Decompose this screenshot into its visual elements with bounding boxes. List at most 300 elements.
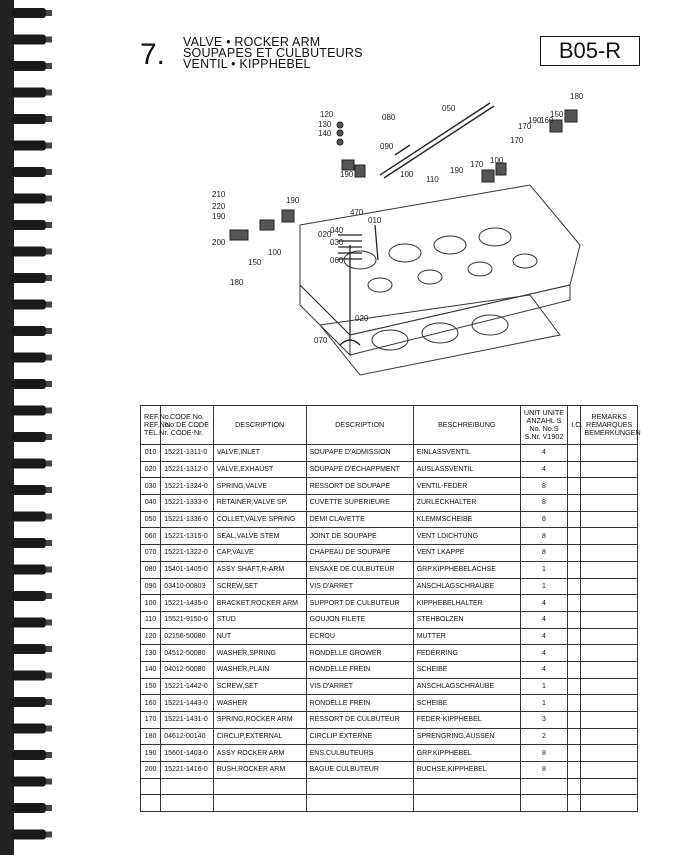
part-ic [568, 728, 581, 745]
binding-hole [46, 461, 52, 467]
binding-hole [46, 116, 52, 122]
empty-cell [141, 795, 161, 812]
part-quantity: 8 [520, 545, 567, 562]
exploded-parts-diagram [200, 85, 620, 395]
part-description-fr: ENS.CULBUTEURS [306, 745, 413, 762]
diagram-callout-label: 170 [510, 136, 524, 145]
part-ic [568, 461, 581, 478]
binding-hole [46, 196, 52, 202]
part-description-en: VALVE,INLET [213, 445, 306, 462]
binding-coil [12, 300, 46, 310]
part-description-en: BUSH,ROCKER ARM [213, 762, 306, 779]
binding-hole [46, 567, 52, 573]
binding-coil [12, 750, 46, 760]
part-ic [568, 661, 581, 678]
header-beschreibung: BESCHREIBUNG [413, 406, 520, 445]
part-ref: 120 [141, 628, 161, 645]
binding-coil [12, 379, 46, 389]
table-row [141, 545, 638, 562]
part-ic [568, 561, 581, 578]
table-header-row [141, 406, 638, 445]
part-description-en: WASHER,SPRING [213, 645, 306, 662]
part-description-de: KLEMMSCHEIBE [413, 511, 520, 528]
binding-coil [12, 220, 46, 230]
diagram-callout-label: 150 [248, 258, 262, 267]
part-ic [568, 595, 581, 612]
part-code: 04612-00140 [161, 728, 214, 745]
part-ref: 200 [141, 762, 161, 779]
part-description-en: BRACKET,ROCKER ARM [213, 595, 306, 612]
part-quantity: 3 [520, 712, 567, 729]
part-remarks [581, 728, 638, 745]
binding-coil [12, 830, 46, 840]
part-description-en: VALVE,EXHAUST [213, 461, 306, 478]
part-description-de: VENT LKAPPE [413, 545, 520, 562]
diagram-callout-label: 170 [518, 122, 532, 131]
binding-coil [12, 803, 46, 813]
part-quantity: 1 [520, 678, 567, 695]
binding-coil [12, 194, 46, 204]
part-code: 15221-1315-0 [161, 528, 214, 545]
part-description-en: ASSY SHAFT,R-ARM [213, 561, 306, 578]
binding-coil [12, 141, 46, 151]
part-code: 15221-1443-0 [161, 695, 214, 712]
part-remarks [581, 645, 638, 662]
part-quantity: 1 [520, 695, 567, 712]
table-row [141, 628, 638, 645]
part-code: 15221-1435-0 [161, 595, 214, 612]
part-description-en: SPRING,ROCKER ARM [213, 712, 306, 729]
binding-coil [12, 618, 46, 628]
binding-coil [12, 565, 46, 575]
table-row [141, 511, 638, 528]
part-description-de: SCHEIBE [413, 661, 520, 678]
table-row [141, 445, 638, 462]
part-code: 15401-1405-0 [161, 561, 214, 578]
part-description-en: SPRING,VALVE [213, 478, 306, 495]
diagram-callout-label: 040 [330, 226, 344, 235]
part-ref: 050 [141, 511, 161, 528]
part-ref: 060 [141, 528, 161, 545]
diagram-callout-label: 190 [450, 166, 464, 175]
part-description-en: RETAINER,VALVE SP. [213, 495, 306, 512]
binding-hole [46, 249, 52, 255]
binding-coil [12, 61, 46, 71]
empty-cell [581, 795, 638, 812]
part-description-fr: RONDELLE FREIN [306, 695, 413, 712]
diagram-callout-label: 100 [268, 248, 282, 257]
binding-hole [46, 10, 52, 16]
part-ic [568, 611, 581, 628]
table-row [141, 528, 638, 545]
part-remarks [581, 461, 638, 478]
part-quantity: 4 [520, 611, 567, 628]
part-remarks [581, 628, 638, 645]
diagram-callout-label: 050 [442, 104, 456, 113]
diagram-callout-label: 030 [330, 238, 344, 247]
binding-hole [46, 620, 52, 626]
binding-hole [46, 726, 52, 732]
part-description-en: CAP,VALVE [213, 545, 306, 562]
part-ic [568, 495, 581, 512]
header-description-fr: DESCRIPTION [306, 406, 413, 445]
page-number: 7. [140, 38, 166, 71]
part-description-en: STUD [213, 611, 306, 628]
binding-hole [46, 381, 52, 387]
table-row [141, 561, 638, 578]
part-code: 04012-50080 [161, 661, 214, 678]
part-code: 03410-00803 [161, 578, 214, 595]
table-row [141, 645, 638, 662]
table-row [141, 745, 638, 762]
part-description-de: VENT LDICHTUNG [413, 528, 520, 545]
diagram-callout-label: 150 [550, 110, 564, 119]
part-description-fr: CUVETTE SUPERIEURE [306, 495, 413, 512]
part-description-fr: RONDELLE FREIN [306, 661, 413, 678]
binding-hole [46, 805, 52, 811]
part-description-fr: JOINT DE SOUPAPE [306, 528, 413, 545]
binding-coil [12, 406, 46, 416]
binding-hole [46, 779, 52, 785]
part-ref: 040 [141, 495, 161, 512]
binding-hole [46, 593, 52, 599]
diagram-callout-label: 080 [382, 113, 396, 122]
part-quantity: 4 [520, 628, 567, 645]
diagram-callout-label: 100 [490, 156, 504, 165]
table-row [141, 712, 638, 729]
part-code: 15221-1333-0 [161, 495, 214, 512]
empty-cell [413, 795, 520, 812]
table-row-empty [141, 778, 638, 795]
binding-hole [46, 540, 52, 546]
part-code: 15221-1324-0 [161, 478, 214, 495]
binding-hole [46, 302, 52, 308]
header-remarks: REMARKS REMARQUES BEMERKUNGEN [581, 406, 638, 445]
part-quantity: 8 [520, 511, 567, 528]
binding-coil [12, 644, 46, 654]
diagram-callout-label: 170 [470, 160, 484, 169]
diagram-callout-label: 130 [318, 120, 332, 129]
binding-coil [12, 459, 46, 469]
diagram-callout-label: 010 [368, 216, 382, 225]
diagram-callout-label: 100 [400, 170, 414, 179]
diagram-callout-label: 140 [318, 129, 332, 138]
diagram-callout-label: 180 [230, 278, 244, 287]
part-description-en: SEAL,VALVE STEM [213, 528, 306, 545]
part-code: 15221-1442-0 [161, 678, 214, 695]
diagram-callout-label: 020 [318, 230, 332, 239]
header-ic: I.C. [568, 406, 581, 445]
binding-coil [12, 88, 46, 98]
part-code: 02156-50080 [161, 628, 214, 645]
part-quantity: 8 [520, 495, 567, 512]
diagram-callout-label: 120 [320, 110, 334, 119]
part-description-fr: CIRCLIP EXTERNE [306, 728, 413, 745]
part-ref: 150 [141, 678, 161, 695]
cylinder-head-drawing [300, 185, 580, 375]
part-remarks [581, 478, 638, 495]
part-quantity: 8 [520, 762, 567, 779]
part-ic [568, 645, 581, 662]
binding-coil [12, 432, 46, 442]
header-ref: REF.No. REF.No. TEL.Nr. [141, 406, 161, 445]
part-quantity: 2 [520, 728, 567, 745]
part-remarks [581, 661, 638, 678]
binding-coil [12, 114, 46, 124]
part-ic [568, 762, 581, 779]
empty-cell [161, 778, 214, 795]
part-description-de: KIPPHEBELHALTER [413, 595, 520, 612]
part-ic [568, 628, 581, 645]
diagram-callout-label: 470 [350, 208, 364, 217]
part-description-de: ANSCHLAGSCHRAUBE [413, 578, 520, 595]
part-remarks [581, 745, 638, 762]
part-remarks [581, 495, 638, 512]
table-row [141, 678, 638, 695]
part-ref: 130 [141, 645, 161, 662]
valves-drawing [338, 225, 378, 345]
part-description-de: STEHBOLZEN [413, 611, 520, 628]
part-quantity: 1 [520, 561, 567, 578]
header-description-en: DESCRIPTION [213, 406, 306, 445]
empty-cell [520, 778, 567, 795]
empty-cell [520, 795, 567, 812]
table-row [141, 495, 638, 512]
part-remarks [581, 611, 638, 628]
table-row [141, 611, 638, 628]
diagram-callout-label: 190 [528, 116, 542, 125]
part-description-de: SCHEIBE [413, 695, 520, 712]
part-description-en: CIRCLIP,EXTERNAL [213, 728, 306, 745]
part-remarks [581, 595, 638, 612]
part-description-de: FEDER-KIPPHEBEL [413, 712, 520, 729]
part-description-fr: RESSORT DE SOUPAPE [306, 478, 413, 495]
part-ref: 100 [141, 595, 161, 612]
part-code: 15521-9150-0 [161, 611, 214, 628]
empty-cell [581, 778, 638, 795]
binding-coil [12, 35, 46, 45]
part-description-fr: DEMI CLAVETTE [306, 511, 413, 528]
part-code: 15221-1311-0 [161, 445, 214, 462]
part-description-fr: CHAPEAU DE SOUPAPE [306, 545, 413, 562]
part-description-de: VENTIL-FEDER [413, 478, 520, 495]
part-quantity: 1 [520, 578, 567, 595]
diagram-callout-label: 110 [426, 175, 439, 184]
empty-cell [213, 795, 306, 812]
part-description-fr: VIS D'ARRET [306, 578, 413, 595]
part-ic [568, 445, 581, 462]
header-quantity: UNIT UNITE ANZAHL S No. No.S S.Nr. V1902 [520, 406, 567, 445]
part-description-fr: SOUPAPE D'ADMISSION [306, 445, 413, 462]
part-description-de: SPRENGRING,AUSSEN [413, 728, 520, 745]
part-code: 15221-1416-0 [161, 762, 214, 779]
part-quantity: 4 [520, 461, 567, 478]
empty-cell [413, 778, 520, 795]
part-ref: 170 [141, 712, 161, 729]
part-description-en: WASHER [213, 695, 306, 712]
part-ic [568, 695, 581, 712]
part-description-en: SCREW,SET [213, 678, 306, 695]
binding-coil [12, 724, 46, 734]
table-row [141, 578, 638, 595]
empty-cell [306, 778, 413, 795]
binding-coil [12, 167, 46, 177]
diagram-callout-label: 200 [212, 238, 226, 247]
part-description-de: BUCHSE,KIPPHEBEL [413, 762, 520, 779]
part-description-en: WASHER,PLAIN [213, 661, 306, 678]
part-remarks [581, 445, 638, 462]
part-quantity: 4 [520, 595, 567, 612]
part-remarks [581, 678, 638, 695]
part-ref: 160 [141, 695, 161, 712]
part-description-fr: ECROU [306, 628, 413, 645]
part-ref: 180 [141, 728, 161, 745]
binding-coil [12, 671, 46, 681]
part-code: 04512-50080 [161, 645, 214, 662]
binding-coil [12, 326, 46, 336]
part-ref: 020 [141, 461, 161, 478]
diagram-callout-label: 190 [212, 212, 226, 221]
part-description-fr: ENSAXE DE CULBUTEUR [306, 561, 413, 578]
part-code: 15221-1322-0 [161, 545, 214, 562]
part-ref: 090 [141, 578, 161, 595]
table-row [141, 695, 638, 712]
part-remarks [581, 545, 638, 562]
binding-hole [46, 752, 52, 758]
binding-coil [12, 591, 46, 601]
diagram-callout-label: 070 [314, 336, 328, 345]
part-description-en: COLLET,VALVE SPRING [213, 511, 306, 528]
part-code: 15221-1312-0 [161, 461, 214, 478]
part-remarks [581, 578, 638, 595]
table-row-empty [141, 795, 638, 812]
part-description-fr: RESSORT DE CULBUTEUR [306, 712, 413, 729]
binding-hole [46, 434, 52, 440]
empty-cell [213, 778, 306, 795]
part-quantity: 8 [520, 478, 567, 495]
part-ic [568, 478, 581, 495]
empty-cell [161, 795, 214, 812]
binding-coil [12, 8, 46, 18]
part-code: 15221-1336-0 [161, 511, 214, 528]
binding-coil [12, 697, 46, 707]
part-remarks [581, 762, 638, 779]
part-description-de: GRP.KIPPHEBEL [413, 745, 520, 762]
title-german: VENTIL • KIPPHEBEL [183, 57, 311, 71]
part-ic [568, 511, 581, 528]
page-title [183, 37, 363, 70]
diagram-callout-label: 190 [340, 170, 354, 179]
spiral-binding [0, 0, 58, 855]
part-quantity: 4 [520, 661, 567, 678]
binding-hole [46, 408, 52, 414]
binding-coil [12, 512, 46, 522]
part-ref: 010 [141, 445, 161, 462]
binding-hole [46, 143, 52, 149]
section-code-box: B05-R [540, 36, 640, 66]
binding-hole [46, 355, 52, 361]
part-description-en: SCREW,SET [213, 578, 306, 595]
part-ref: 110 [141, 611, 161, 628]
binding-coil [12, 273, 46, 283]
part-description-fr: SOUPAPE D'ECHAPPMENT [306, 461, 413, 478]
diagram-callout-label: 090 [380, 142, 394, 151]
part-description-fr: BAGUE CULBUTEUR [306, 762, 413, 779]
part-quantity: 8 [520, 528, 567, 545]
binding-hole [46, 63, 52, 69]
part-description-de: FEDERRING [413, 645, 520, 662]
part-remarks [581, 511, 638, 528]
diagram-callout-label: 020 [355, 314, 369, 323]
part-description-fr: RONDELLE GROWER [306, 645, 413, 662]
diagram-callout-label: 180 [570, 92, 584, 101]
binding-coil [12, 353, 46, 363]
binding-hole [46, 487, 52, 493]
part-description-en: NUT [213, 628, 306, 645]
part-description-de: MUTTER [413, 628, 520, 645]
table-row [141, 595, 638, 612]
part-remarks [581, 561, 638, 578]
empty-cell [141, 778, 161, 795]
binding-hole [46, 673, 52, 679]
part-remarks [581, 712, 638, 729]
part-ref: 030 [141, 478, 161, 495]
binding-coil [12, 538, 46, 548]
binding-hole [46, 90, 52, 96]
diagram-callout-label: 210 [212, 190, 226, 199]
part-quantity: 8 [520, 745, 567, 762]
binding-hole [46, 832, 52, 838]
part-ic [568, 545, 581, 562]
part-ic [568, 745, 581, 762]
diagram-callout-label: 160 [540, 116, 554, 125]
empty-cell [568, 795, 581, 812]
empty-cell [306, 795, 413, 812]
part-ic [568, 678, 581, 695]
part-ic [568, 578, 581, 595]
binding-hole [46, 275, 52, 281]
part-remarks [581, 528, 638, 545]
binding-hole [46, 328, 52, 334]
part-ref: 190 [141, 745, 161, 762]
part-ref: 140 [141, 661, 161, 678]
parts-list-table [140, 405, 641, 812]
binding-coil [12, 777, 46, 787]
part-description-en: ASSY ROCKER ARM [213, 745, 306, 762]
part-ref: 070 [141, 545, 161, 562]
table-row [141, 461, 638, 478]
empty-cell [568, 778, 581, 795]
binding-hole [46, 169, 52, 175]
table-row [141, 478, 638, 495]
binding-hole [46, 37, 52, 43]
part-remarks [581, 695, 638, 712]
part-ic [568, 712, 581, 729]
binding-hole [46, 222, 52, 228]
table-row [141, 762, 638, 779]
binding-coil [12, 247, 46, 257]
header-code: CODE No. No.DE CODE CODE-Nr. [161, 406, 214, 445]
part-description-de: ZURLECKHALTER [413, 495, 520, 512]
part-quantity: 4 [520, 445, 567, 462]
title-french: SOUPAPES ET CULBUTEURS [183, 46, 363, 60]
part-description-de: AUSLASSVENTIL [413, 461, 520, 478]
binding-hole [46, 699, 52, 705]
part-description-fr: SUPPORT DE CULBUTEUR [306, 595, 413, 612]
binding-coil [12, 485, 46, 495]
part-description-de: GRP.KIPPHEBELACHSE [413, 561, 520, 578]
table-row [141, 728, 638, 745]
